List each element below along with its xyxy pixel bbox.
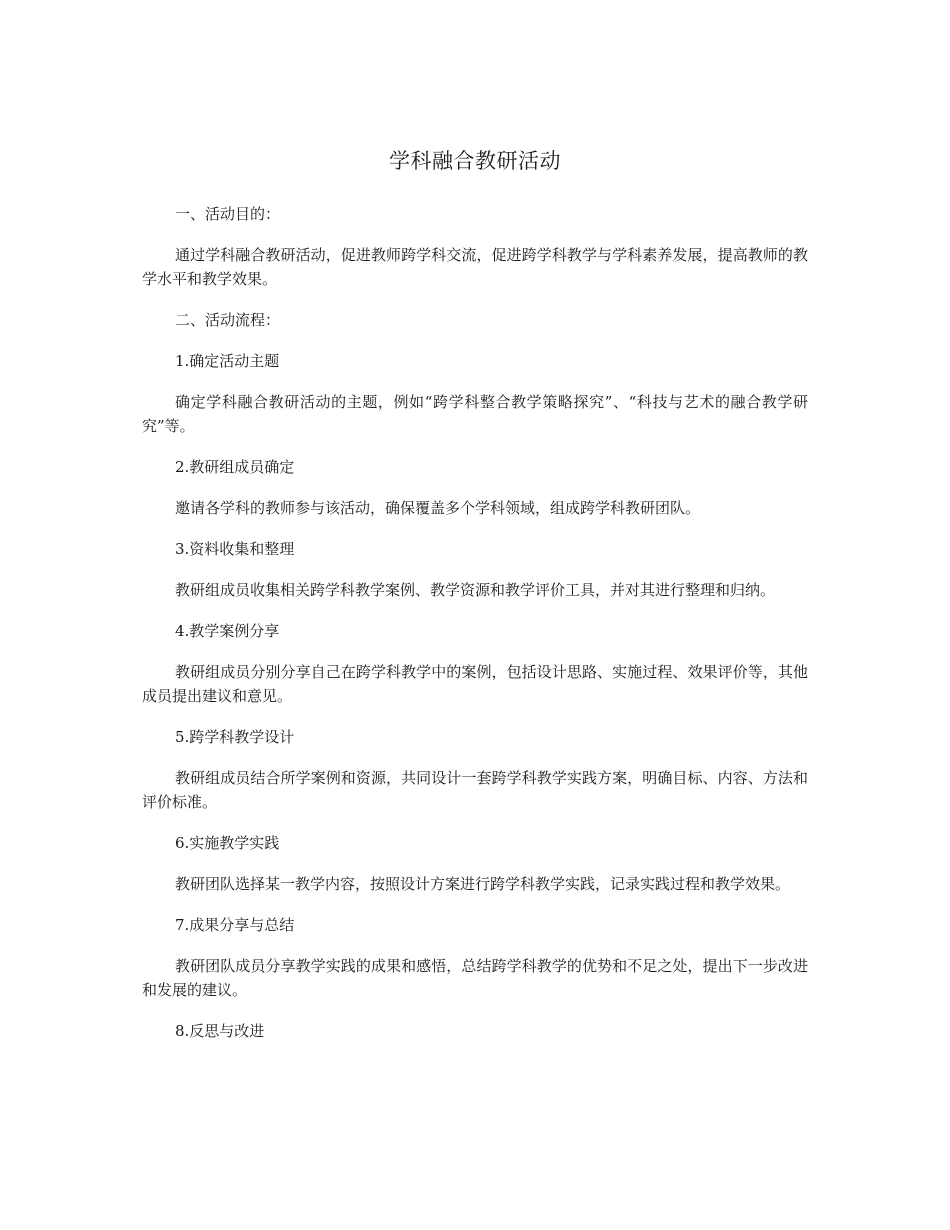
section-heading-process: 二、活动流程： [175,311,281,329]
step-paragraph-3: 教研组成员收集相关跨学科教学案例、教学资源和教学评价工具，并对其进行整理和归纳。 [175,581,776,599]
document-body [142,202,808,1060]
step-heading-5: 5.跨学科教学设计 [175,728,295,746]
document-title: 学科融合教研活动 [389,149,561,173]
step-paragraph-5: 教研组成员结合所学案例和资源，共同设计一套跨学科教学实践方案，明确目标、内容、方法和评价标准。 [142,769,808,811]
step-heading-4: 4.教学案例分享 [175,622,280,640]
step-heading-2: 2.教研组成员确定 [175,458,295,476]
step-paragraph-6: 教研团队选择某一教学内容，按照设计方案进行跨学科教学实践，记录实践过程和教学效果。 [175,875,791,893]
step-heading-6: 6.实施教学实践 [175,834,280,852]
step-heading-8: 8.反思与改进 [175,1022,265,1040]
step-heading-7: 7.成果分享与总结 [175,916,295,934]
step-heading-1: 1.确定活动主题 [175,352,280,370]
step-paragraph-7: 教研团队成员分享教学实践的成果和感悟，总结跨学科教学的优势和不足之处，提出下一步改进和发展的建议。 [142,957,808,999]
paragraph-purpose: 通过学科融合教研活动，促进教师跨学科交流，促进跨学科教学与学科素养发展，提高教师的教学水平和教学效果。 [142,246,808,288]
step-paragraph-1: 确定学科融合教研活动的主题，例如“跨学科整合教学策略探究”、“科技与艺术的融合教学研究”等。 [142,393,808,435]
step-paragraph-4: 教研组成员分别分享自己在跨学科教学中的案例，包括设计思路、实施过程、效果评价等，其他成员提出建议和意见。 [142,663,808,705]
step-heading-3: 3.资料收集和整理 [175,540,295,558]
step-paragraph-2: 邀请各学科的教师参与该活动，确保覆盖多个学科领域，组成跨学科教研团队。 [175,499,701,517]
section-heading-purpose: 一、活动目的： [175,205,281,223]
